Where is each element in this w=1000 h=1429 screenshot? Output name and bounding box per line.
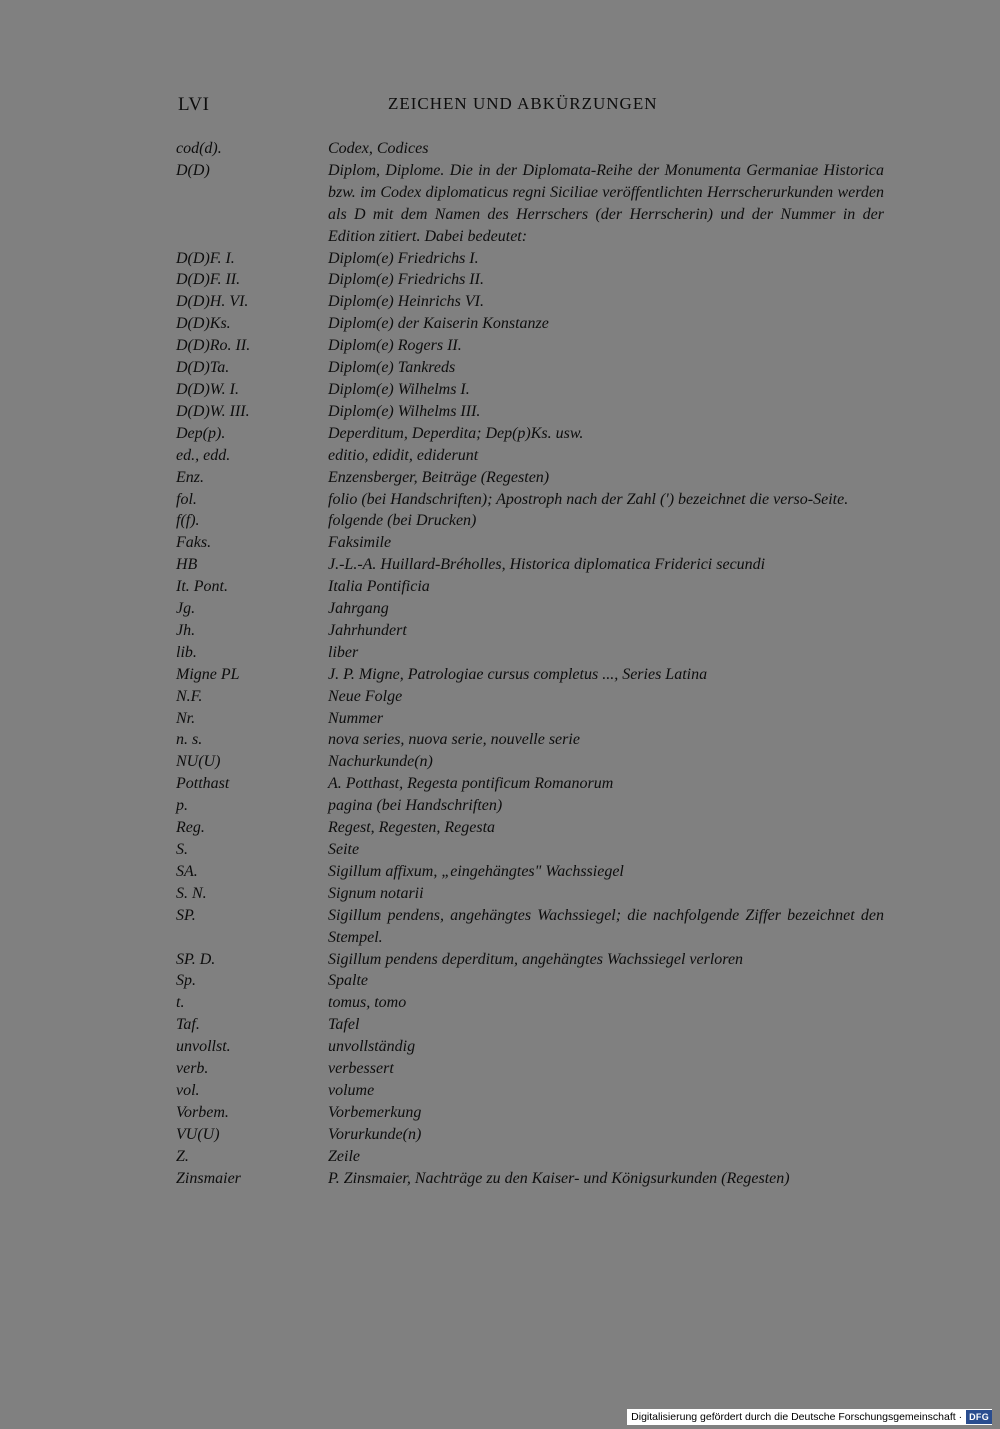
abbreviation-term: vol.: [176, 1081, 200, 1099]
abbreviation-entry: [176, 248, 884, 270]
abbreviation-entry: [176, 335, 884, 357]
abbreviation-entry: [176, 291, 884, 313]
abbreviation-definition: Signum notarii: [328, 884, 424, 902]
abbreviation-definition: Zeile: [328, 1147, 360, 1165]
abbreviation-definition: unvollständig: [328, 1038, 416, 1056]
abbreviation-definition: Diplom, Diplome. Die in der Diplomata-Reihe der Monumenta Germaniae Historica bzw. im Codex diplomaticus regni Siciliae veröffentlichten Herrscherurkunden werden als D mit dem Namen des Herrschers (der Herrscherin) und der Nummer in der Edition zitiert. Dabei bedeutet:: [328, 161, 884, 245]
abbreviation-term: D(D)F. II.: [176, 271, 241, 289]
abbreviation-definition: verbessert: [328, 1060, 394, 1078]
abbreviation-term: Z.: [176, 1147, 189, 1165]
abbreviation-entry: [176, 970, 884, 992]
abbreviation-entry: [176, 576, 884, 598]
abbreviation-definition: Seite: [328, 841, 360, 858]
abbreviation-term: Zinsmaier: [176, 1169, 241, 1187]
abbreviation-term: cod(d).: [176, 140, 222, 157]
abbreviation-entry: [176, 817, 884, 839]
abbreviation-entry: [176, 905, 884, 949]
abbreviation-entry: [176, 532, 884, 554]
abbreviation-definition: editio, edidit, ediderunt: [328, 446, 479, 464]
abbreviation-term: D(D)W. I.: [176, 380, 239, 398]
abbreviation-definition: Sigillum pendens deperditum, angehängtes Wachssiegel verloren: [328, 950, 744, 968]
abbreviation-term: Dep(p).: [176, 424, 226, 442]
abbreviation-definition: Diplom(e) Wilhelms I.: [328, 380, 470, 398]
abbreviation-term: It. Pont.: [176, 578, 228, 596]
abbreviation-definition: Neue Folge: [328, 687, 403, 705]
abbreviation-definition: folio (bei Handschriften); Apostroph nach der Zahl (') bezeichnet die verso-Seite.: [328, 490, 849, 508]
abbreviation-entry: [176, 598, 884, 620]
abbreviation-entry: [176, 620, 884, 642]
abbreviation-term: Enz.: [176, 468, 204, 486]
abbreviation-definition: Diplom(e) Friedrichs II.: [328, 271, 484, 289]
abbreviation-entry: [176, 883, 884, 905]
abbreviation-definition: Sigillum pendens, angehängtes Wachssiegel; die nachfolgende Ziffer bezeichnet den Stempel.: [328, 906, 884, 946]
abbreviation-entry: [176, 554, 884, 576]
abbreviation-definition: tomus, tomo: [328, 994, 407, 1012]
abbreviation-entry: [176, 1058, 884, 1080]
abbreviation-entry: [176, 401, 884, 423]
abbreviation-entry: [176, 445, 884, 467]
abbreviation-term: N.F.: [176, 687, 203, 705]
abbreviation-term: fol.: [176, 490, 197, 508]
abbreviation-entry: [176, 423, 884, 445]
abbreviation-entry: [176, 642, 884, 664]
abbreviation-term: Migne PL: [176, 665, 240, 683]
abbreviation-entry: [176, 510, 884, 532]
footer-text: Digitalisierung gefördert durch die Deutsche Forschungsgemeinschaft ·: [631, 1411, 963, 1423]
abbreviation-term: Reg.: [176, 819, 205, 837]
abbreviation-term: f(f).: [176, 512, 200, 530]
abbreviation-term: D(D)F. I.: [176, 249, 235, 267]
abbreviation-term: Nr.: [176, 709, 196, 727]
abbreviation-entry: [176, 1124, 884, 1146]
abbreviation-entry: [176, 357, 884, 379]
abbreviation-term: Potthast: [176, 775, 230, 793]
abbreviation-entry: [176, 708, 884, 730]
abbreviation-entry: [176, 686, 884, 708]
abbreviation-entry: [176, 795, 884, 817]
abbreviation-entry: [176, 138, 884, 160]
abbreviation-entry: [176, 489, 884, 511]
abbreviation-definition: Italia Pontificia: [328, 578, 430, 596]
abbreviation-definition: Nachurkunde(n): [328, 753, 433, 771]
abbreviation-term: p.: [176, 797, 188, 815]
abbreviation-definition: P. Zinsmaier, Nachträge zu den Kaiser- und Königsurkunden (Regesten): [328, 1169, 790, 1187]
running-title: ZEICHEN UND ABKÜRZUNGEN: [388, 94, 658, 113]
abbreviation-entry: [176, 949, 884, 971]
abbreviation-definition: Vorbemerkung: [328, 1103, 422, 1121]
page-number: LVI: [178, 94, 210, 115]
abbreviation-entry: [176, 1102, 884, 1124]
abbreviation-term: Jg.: [176, 600, 196, 618]
abbreviation-term: t.: [176, 994, 185, 1012]
abbreviation-term: Faks.: [176, 534, 212, 552]
abbreviation-entry: [176, 664, 884, 686]
abbreviation-definition: Sigillum affixum, „eingehängtes" Wachssiegel: [328, 862, 624, 880]
abbreviation-entry: [176, 773, 884, 795]
abbreviation-definition: J. P. Migne, Patrologiae cursus completus ..., Series Latina: [328, 665, 708, 683]
abbreviation-list: [176, 138, 884, 1190]
abbreviation-definition: Spalte: [328, 972, 368, 990]
abbreviation-definition: nova series, nuova serie, nouvelle serie: [328, 731, 580, 749]
abbreviation-term: unvollst.: [176, 1038, 231, 1056]
abbreviation-term: n. s.: [176, 731, 203, 749]
abbreviation-entry: [176, 992, 884, 1014]
footer-credit: [627, 1409, 992, 1425]
abbreviation-definition: Diplom(e) der Kaiserin Konstanze: [328, 315, 549, 333]
abbreviation-definition: liber: [328, 643, 359, 661]
abbreviation-term: SP.: [176, 906, 196, 924]
abbreviation-entry: [176, 160, 884, 248]
abbreviation-definition: Diplom(e) Wilhelms III.: [328, 402, 481, 420]
abbreviation-term: Sp.: [176, 972, 196, 990]
abbreviation-definition: A. Potthast, Regesta pontificum Romanorum: [328, 775, 614, 793]
abbreviation-definition: Deperditum, Deperdita; Dep(p)Ks. usw.: [328, 424, 584, 442]
abbreviation-entry: [176, 1168, 884, 1190]
abbreviation-entry: [176, 861, 884, 883]
abbreviation-definition: Nummer: [328, 709, 384, 727]
abbreviation-term: D(D)Ro. II.: [176, 337, 251, 355]
abbreviation-definition: Diplom(e) Heinrichs VI.: [328, 293, 484, 311]
abbreviation-term: ed., edd.: [176, 446, 231, 464]
abbreviation-term: D(D)H. VI.: [176, 293, 249, 311]
abbreviation-definition: Vorurkunde(n): [328, 1125, 422, 1143]
abbreviation-entry: [176, 751, 884, 773]
abbreviation-entry: [176, 1036, 884, 1058]
abbreviation-term: NU(U): [176, 753, 221, 771]
abbreviation-term: SP. D.: [176, 950, 216, 968]
abbreviation-term: D(D)W. III.: [176, 402, 250, 420]
abbreviation-term: verb.: [176, 1060, 209, 1078]
abbreviation-term: VU(U): [176, 1125, 220, 1143]
abbreviation-entry: [176, 467, 884, 489]
abbreviation-entry: [176, 313, 884, 335]
abbreviation-term: HB: [176, 556, 198, 574]
abbreviation-definition: folgende (bei Drucken): [328, 512, 477, 530]
abbreviation-term: S. N.: [176, 884, 207, 902]
abbreviation-definition: Diplom(e) Rogers II.: [328, 337, 462, 355]
abbreviation-definition: Jahrhundert: [328, 621, 407, 639]
abbreviation-definition: Jahrgang: [328, 600, 389, 618]
abbreviation-entry: [176, 269, 884, 291]
dfg-logo: DFG: [966, 1410, 992, 1424]
abbreviation-entry: [176, 1014, 884, 1036]
abbreviation-definition: Regest, Regesten, Regesta: [328, 819, 496, 837]
abbreviation-definition: volume: [328, 1081, 375, 1099]
abbreviation-definition: pagina (bei Handschriften): [328, 797, 503, 815]
abbreviation-entry: [176, 729, 884, 751]
abbreviation-definition: J.-L.-A. Huillard-Bréholles, Historica diplomatica Friderici secundi: [328, 556, 766, 574]
abbreviation-entry: [176, 839, 884, 861]
abbreviation-term: lib.: [176, 643, 197, 661]
abbreviation-term: Taf.: [176, 1016, 200, 1034]
abbreviation-definition: Faksimile: [328, 534, 392, 552]
abbreviation-definition: Codex, Codices: [328, 140, 429, 157]
abbreviation-entry: [176, 1080, 884, 1102]
abbreviation-definition: Diplom(e) Friedrichs I.: [328, 249, 479, 267]
abbreviation-term: S.: [176, 841, 188, 858]
abbreviation-term: D(D)Ks.: [176, 315, 231, 333]
abbreviation-entry: [176, 1146, 884, 1168]
abbreviation-term: Vorbem.: [176, 1103, 229, 1121]
abbreviation-definition: Tafel: [328, 1016, 360, 1034]
abbreviation-term: Jh.: [176, 621, 196, 639]
abbreviation-term: D(D): [176, 161, 210, 179]
abbreviation-entry: [176, 379, 884, 401]
abbreviation-definition: Diplom(e) Tankreds: [328, 359, 456, 377]
abbreviation-term: D(D)Ta.: [176, 359, 230, 377]
abbreviation-definition: Enzensberger, Beiträge (Regesten): [328, 468, 550, 486]
abbreviation-term: SA.: [176, 862, 198, 880]
